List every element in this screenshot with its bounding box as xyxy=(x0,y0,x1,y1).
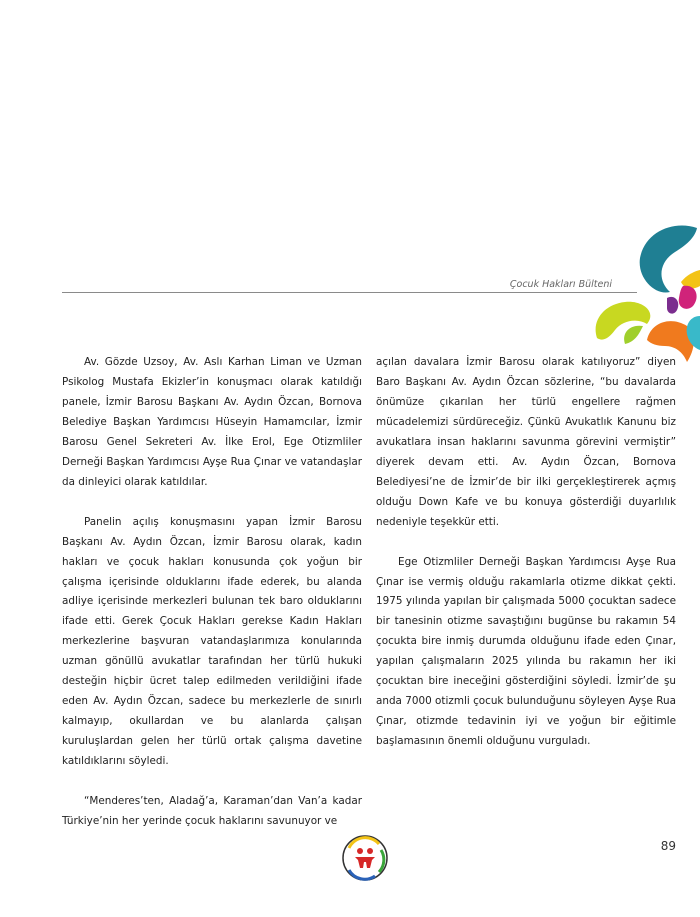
left-paragraph-2: Panelin açılış konuşmasını yapan İzmir Barosu Başkanı Av. Aydın Özcan, İzmir Barosu olarak, kadın hakları ve çocuk hakları konusunda çok yoğun bir çalışma içerisinde olduklarını ifade ederek, bu alanda adliye içerisinde merkezleri bulunan tek baro olduklarını ifade etti. Gerek Çocuk Hakları gerekse Kadın Hakları merkezlerine başvuran vatandaşlarımıza konularında uzman gönüllü avukatlar tarafından her türlü hukuki desteğin hiçbir ücret talep edilmeden verildiğini ifade eden Av. Aydın Özcan, sadece bu merkezlerle de sınırlı kalmayıp, okullardan ve bu alanlarda çalışan kuruluşlardan gelen her türlü ortak çalışma davetine katıldıklarını söyledi. xyxy=(62,515,362,768)
yellow-petal xyxy=(681,270,700,289)
logo-figure-head-left xyxy=(357,848,363,854)
magenta-petal xyxy=(679,286,697,309)
right-paragraph-2: Ege Otizmliler Derneği Başkan Yardımcısı Ayşe Rua Çınar ise vermiş olduğu rakamlarla otizme dikkat çekti. 1975 yılında yapılan bir çalışmada 5000 çocuktan sadece bir tanesinin otizme savaştığını bugünse bu rakamın 54 çocukta bire inmiş durumda olduğunu ifade eden Çınar, yapılan çalışmaların 2025 yılında bu rakamın her iki çocuktan bire ineceğini gösterdiğini söyledi. İzmir’de şu anda 7000 otizmli çocuk bulunduğunu söyleyen Ayşe Rua Çınar, otizmde tedavinin iyi ve yoğun bir eğitimle başlamasının önemli olduğunu vurguladı. xyxy=(376,555,676,748)
left-paragraph-3: “Menderes’ten, Aladağ’a, Karaman’dan Van’a kadar Türkiye’nin her yerinde çocuk haklarını savunuyor ve xyxy=(62,795,362,828)
purple-petal xyxy=(667,297,678,314)
colorful-petal-flower-icon xyxy=(585,220,700,370)
lime-small-petal xyxy=(624,326,643,344)
header-rule xyxy=(62,292,637,293)
right-paragraph-1: açılan davalara İzmir Barosu olarak katılıyoruz” diyen Baro Başkanı Av. Aydın Özcan sözlerine, “bu davalarda önümüze çıkarılan her türlü engellere rağmen mücadelemizi sürdüreceğiz. Çünkü Avukatlık Kanunu biz avukatlara insan haklarını savunma görevini vermiştir” diyerek devam etti. Av. Aydın Özcan, Bornova Belediyesi’ne de İzmir’de bir ilki gerçekleştirerek açmış olduğu Down Kafe ve bu konuya gösterdiği duyarlılık nedeniyle teşekkür etti. xyxy=(376,356,676,528)
lime-petal xyxy=(596,302,651,340)
header-title: Çocuk Hakları Bülteni xyxy=(509,279,612,290)
right-column xyxy=(376,353,676,772)
logo-figure-head-right xyxy=(367,848,373,854)
left-paragraph-1: Av. Gözde Uzsoy, Av. Aslı Karhan Liman ve Uzman Psikolog Mustafa Ekizler’in konuşmacı olarak katıldığı panele, İzmir Barosu Başkanı Av. Aydın Özcan, Bornova Belediye Başkan Yardımcısı Hüseyin Hamamcılar, İzmir Barosu Genel Sekreteri Av. İlke Erol, Ege Otizmliler Derneği Başkan Yardımcısı Ayşe Rua Çınar ve vatandaşlar da dinleyici olarak katıldılar. xyxy=(62,356,362,488)
left-column xyxy=(62,353,362,852)
page-number: 89 xyxy=(660,839,676,853)
children-rights-circular-logo xyxy=(339,832,391,884)
